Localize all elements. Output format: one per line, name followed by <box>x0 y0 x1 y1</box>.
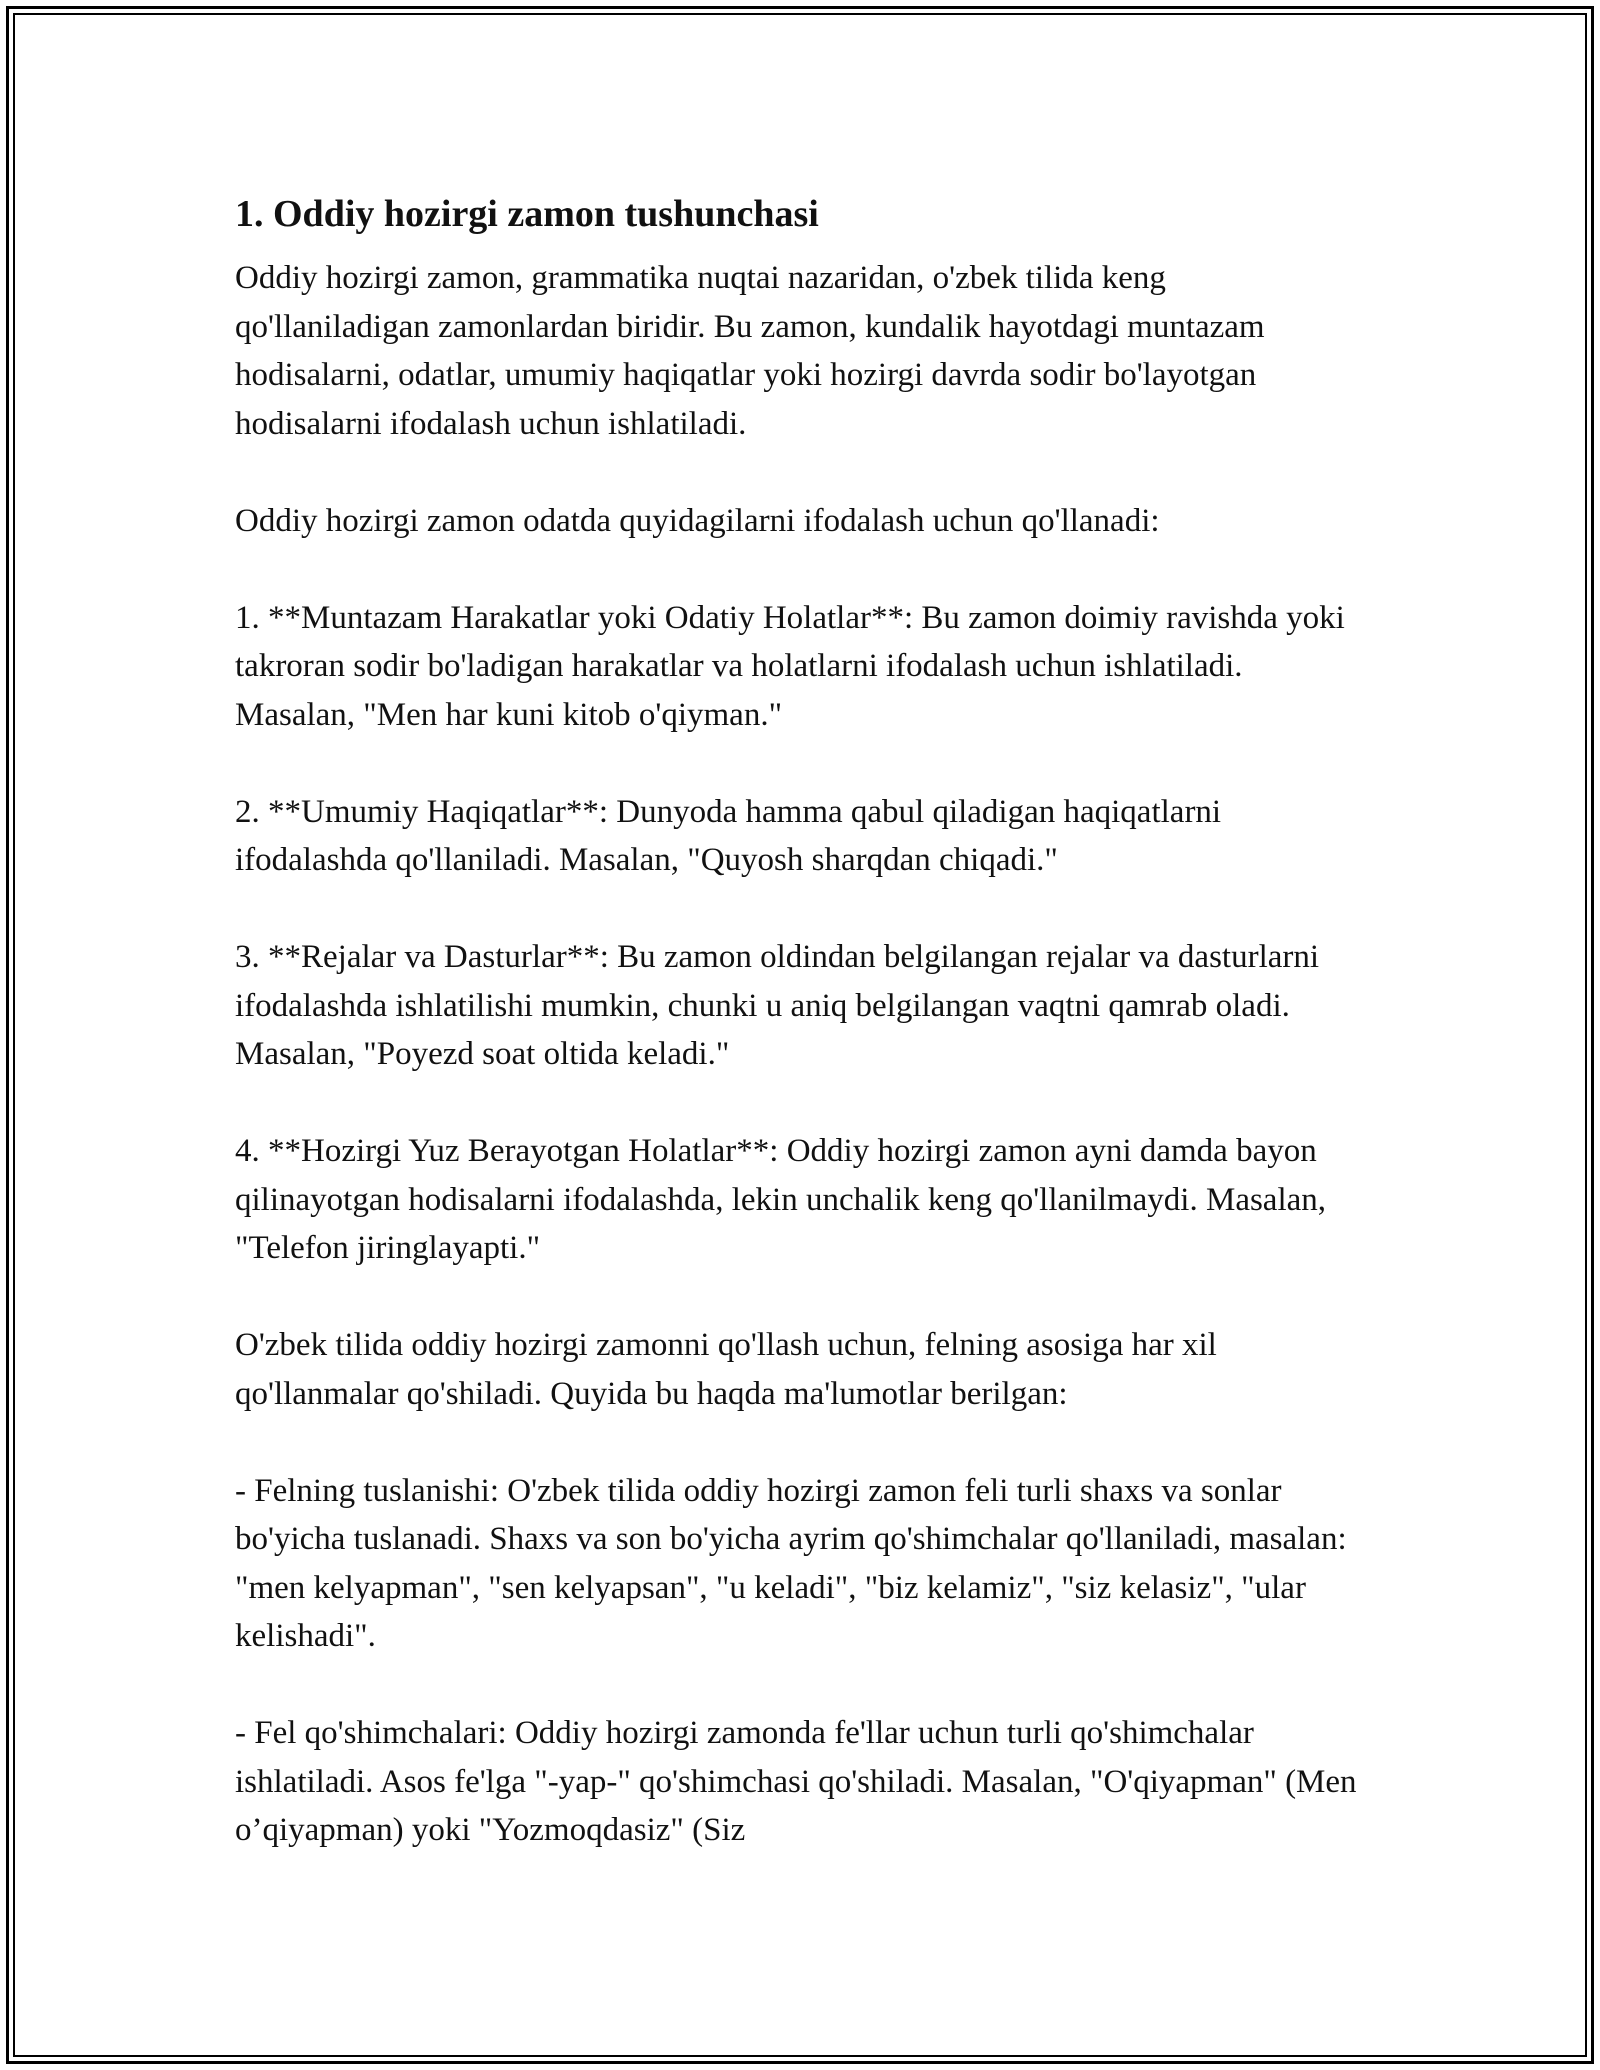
list-item-general-truths: 2. **Umumiy Haqiqatlar**: Dunyoda hamma qabul qiladigan haqiqatlarni ifodalashda qo'llaniladi. Masalan, "Quyosh sharqdan chiqadi." <box>235 793 1222 878</box>
document-body <box>235 188 1365 1855</box>
list-item-regular-actions: 1. **Muntazam Harakatlar yoki Odatiy Holatlar**: Bu zamon doimiy ravishda yoki takroran sodir bo'ladigan harakatlar va holatlarni ifodalash uchun ishlatiladi. Masalan, "Men har kuni kitob o'qiyman." <box>235 599 1345 733</box>
bullet-conjugation: - Felning tuslanishi: O'zbek tilida oddiy hozirgi zamon feli turli shaxs va sonlar bo'yicha tuslanadi. Shaxs va son bo'yicha ayrim qo'shimchalar qo'llaniladi, masalan: "men kelyapman", "sen kelyapsan", "u keladi", "biz kelamiz", "siz kelasiz", "ular kelishadi". <box>235 1472 1347 1654</box>
list-item-current-events: 4. **Hozirgi Yuz Berayotgan Holatlar**: Oddiy hozirgi zamon ayni damda bayon qilinayotgan hodisalarni ifodalashda, lekin unchalik keng qo'llanilmaydi. Masalan, "Telefon jiringlayapti." <box>235 1133 1327 1266</box>
bullet-verb-suffixes: - Fel qo'shimchalari: Oddiy hozirgi zamonda fe'llar uchun turli qo'shimchalar ishlatiladi. Asos fe'lga "-yap-" qo'shimchasi qo'shiladi. Masalan, "O'qiyapman" (Men o’qiyapman) yoki "Yozmoqdasiz" (Siz <box>235 1715 1357 1848</box>
list-item-plans-schedules: 3. **Rejalar va Dasturlar**: Bu zamon oldindan belgilangan rejalar va dasturlarni ifodalashda ishlatilishi mumkin, chunki u aniq belgilangan vaqtni qamrab oladi. Masalan, "Poyezd soat oltida keladi." <box>235 939 1320 1072</box>
paragraph-usage-lead: Oddiy hozirgi zamon odatda quyidagilarni ifodalash uchun qo'llanadi: <box>235 502 1160 539</box>
page-title: 1. Oddiy hozirgi zamon tushunchasi <box>235 193 819 235</box>
paragraph-intro: Oddiy hozirgi zamon, grammatika nuqtai nazaridan, o'zbek tilida keng qo'llaniladigan zamonlardan biridir. Bu zamon, kundalik hayotdagi muntazam hodisalarni, odatlar, umumiy haqiqatlar yoki hozirgi davrda sodir bo'layotgan hodisalarni ifodalash uchun ishlatiladi. <box>235 260 1265 442</box>
paragraph-formation-lead: O'zbek tilida oddiy hozirgi zamonni qo'llash uchun, felning asosiga har xil qo'llanmalar qo'shiladi. Quyida bu haqda ma'lumotlar berilgan: <box>235 1327 1217 1412</box>
